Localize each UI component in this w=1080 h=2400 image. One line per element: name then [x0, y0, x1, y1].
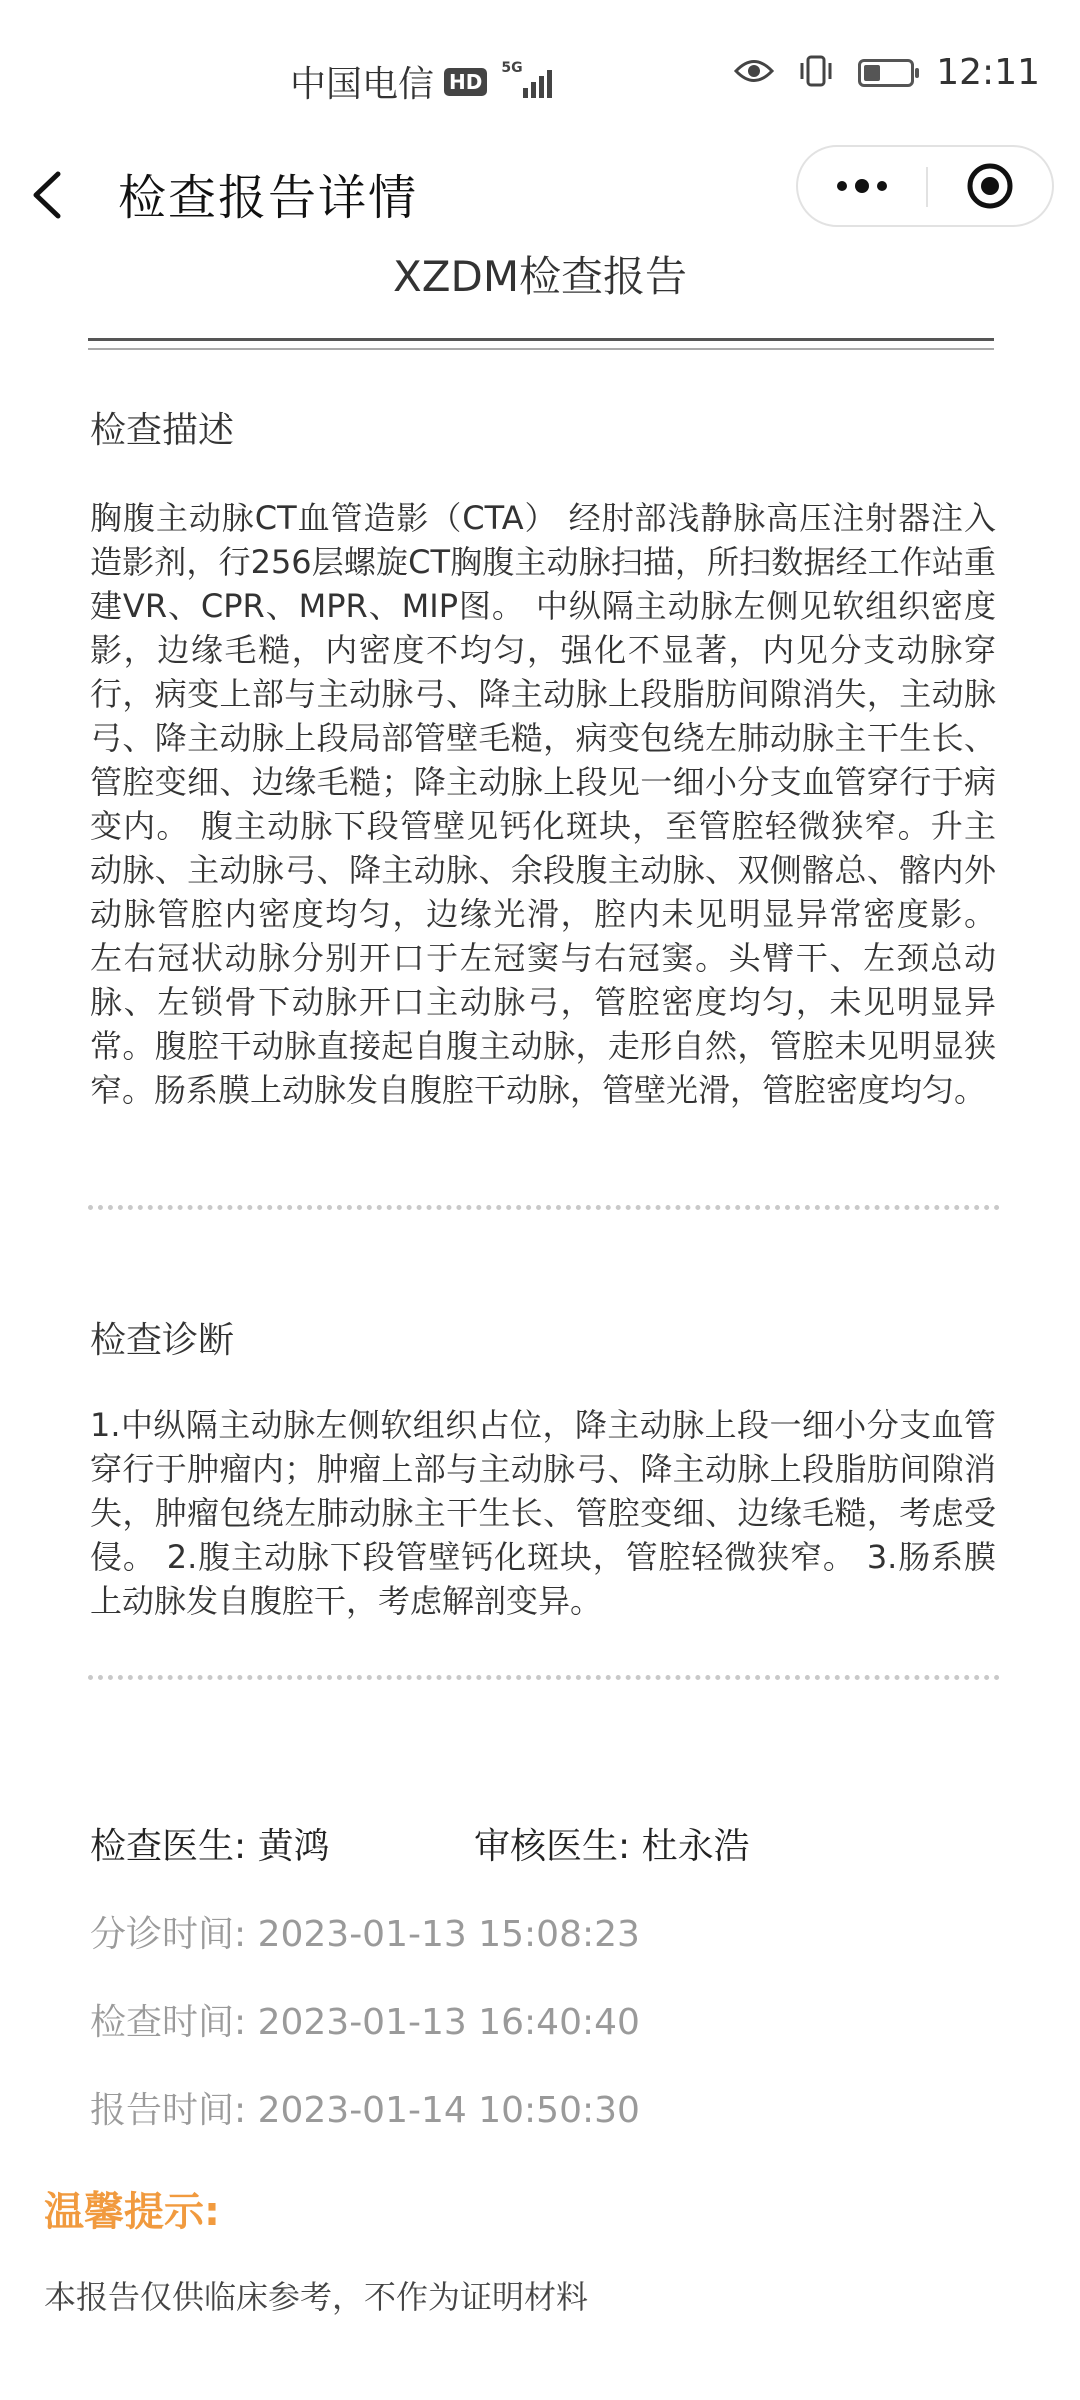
vibrate-icon	[796, 54, 836, 92]
network-type: 5G	[501, 59, 523, 76]
more-dots-icon	[832, 176, 892, 196]
chevron-left-icon	[30, 170, 64, 220]
exam-time: 检查时间: 2023-01-13 16:40:40	[90, 2002, 640, 2043]
carrier-info	[290, 56, 552, 107]
description-divider	[88, 1205, 1000, 1210]
status-bar	[0, 0, 1080, 150]
page-title: 检查报告详情	[118, 170, 419, 226]
clock: 12:11	[936, 52, 1040, 93]
hd-badge: HD	[444, 68, 487, 96]
target-icon	[965, 161, 1015, 211]
tips-heading: 温馨提示:	[44, 2189, 220, 2235]
diagnosis-divider	[88, 1675, 1000, 1680]
status-right	[734, 52, 1040, 93]
description-heading: 检查描述	[90, 410, 235, 451]
report-time: 报告时间: 2023-01-14 10:50:30	[90, 2090, 640, 2131]
carrier-name: 中国电信	[290, 64, 435, 105]
close-miniprogram-button[interactable]	[928, 147, 1052, 225]
eye-icon	[734, 56, 774, 90]
reviewing-doctor: 审核医生: 杜永浩	[474, 1826, 750, 1867]
signal-icon	[501, 59, 552, 98]
doctors-row	[90, 1818, 750, 1869]
more-button[interactable]	[798, 147, 926, 225]
diagnosis-text: 1.中纵隔主动脉左侧软组织占位，降主动脉上段一细小分支血管穿行于肿瘤内；肿瘤上部与主动脉弓、降主动脉上段脂肪间隙消失，肿瘤包绕左肺动脉主干生长、管腔变细、边缘毛糙，考虑受侵。 2.腹主动脉下段管壁钙化斑块，管腔轻微狭窄。 3.肠系膜上动脉发自腹腔干，考虑解剖变异。	[90, 1406, 996, 1620]
back-button[interactable]	[30, 163, 90, 227]
mini-program-capsule	[796, 145, 1054, 227]
description-text: 胸腹主动脉CT血管造影（CTA） 经肘部浅静脉高压注射器注入造影剂，行256层螺旋CT胸腹主动脉扫描，所扫数据经工作站重建VR、CPR、MPR、MIP图。 中纵隔主动脉左侧见软组织密度影，边缘毛糙，内密度不均匀，强化不显著，内见分支动脉穿行，病变上部与主动脉弓、降主动脉上段脂肪间隙消失，主动脉弓、降主动脉上段局部管壁毛糙，病变包绕左肺动脉主干生长、管腔变细、边缘毛糙；降主动脉上段见一细小分支血管穿行于病变内。 腹主动脉下段管壁见钙化斑块，至管腔轻微狭窄。升主动脉、主动脉弓、降主动脉、余段腹主动脉、双侧髂总、髂内外动脉管腔内密度均匀，边缘光滑，腔内未见明显异常密度影。 左右冠状动脉分别开口于左冠窦与右冠窦。头臂干、左颈总动脉、左锁骨下动脉开口主动脉弓，管腔密度均匀，未见明显异常。腹腔干动脉直接起自腹主动脉，走形自然，管腔未见明显狭窄。肠系膜上动脉发自腹腔干动脉，管壁光滑，管腔密度均匀。	[90, 499, 996, 1109]
nav-bar	[0, 145, 1080, 245]
report-title: XZDM检查报告	[392, 252, 688, 301]
tips-text: 本报告仅供临床参考，不作为证明材料	[44, 2278, 589, 2316]
title-divider	[88, 338, 994, 350]
battery-icon	[858, 59, 914, 87]
examining-doctor: 检查医生: 黄鸿	[90, 1826, 330, 1867]
diagnosis-heading: 检查诊断	[90, 1320, 235, 1361]
triage-time: 分诊时间: 2023-01-13 15:08:23	[90, 1914, 640, 1955]
